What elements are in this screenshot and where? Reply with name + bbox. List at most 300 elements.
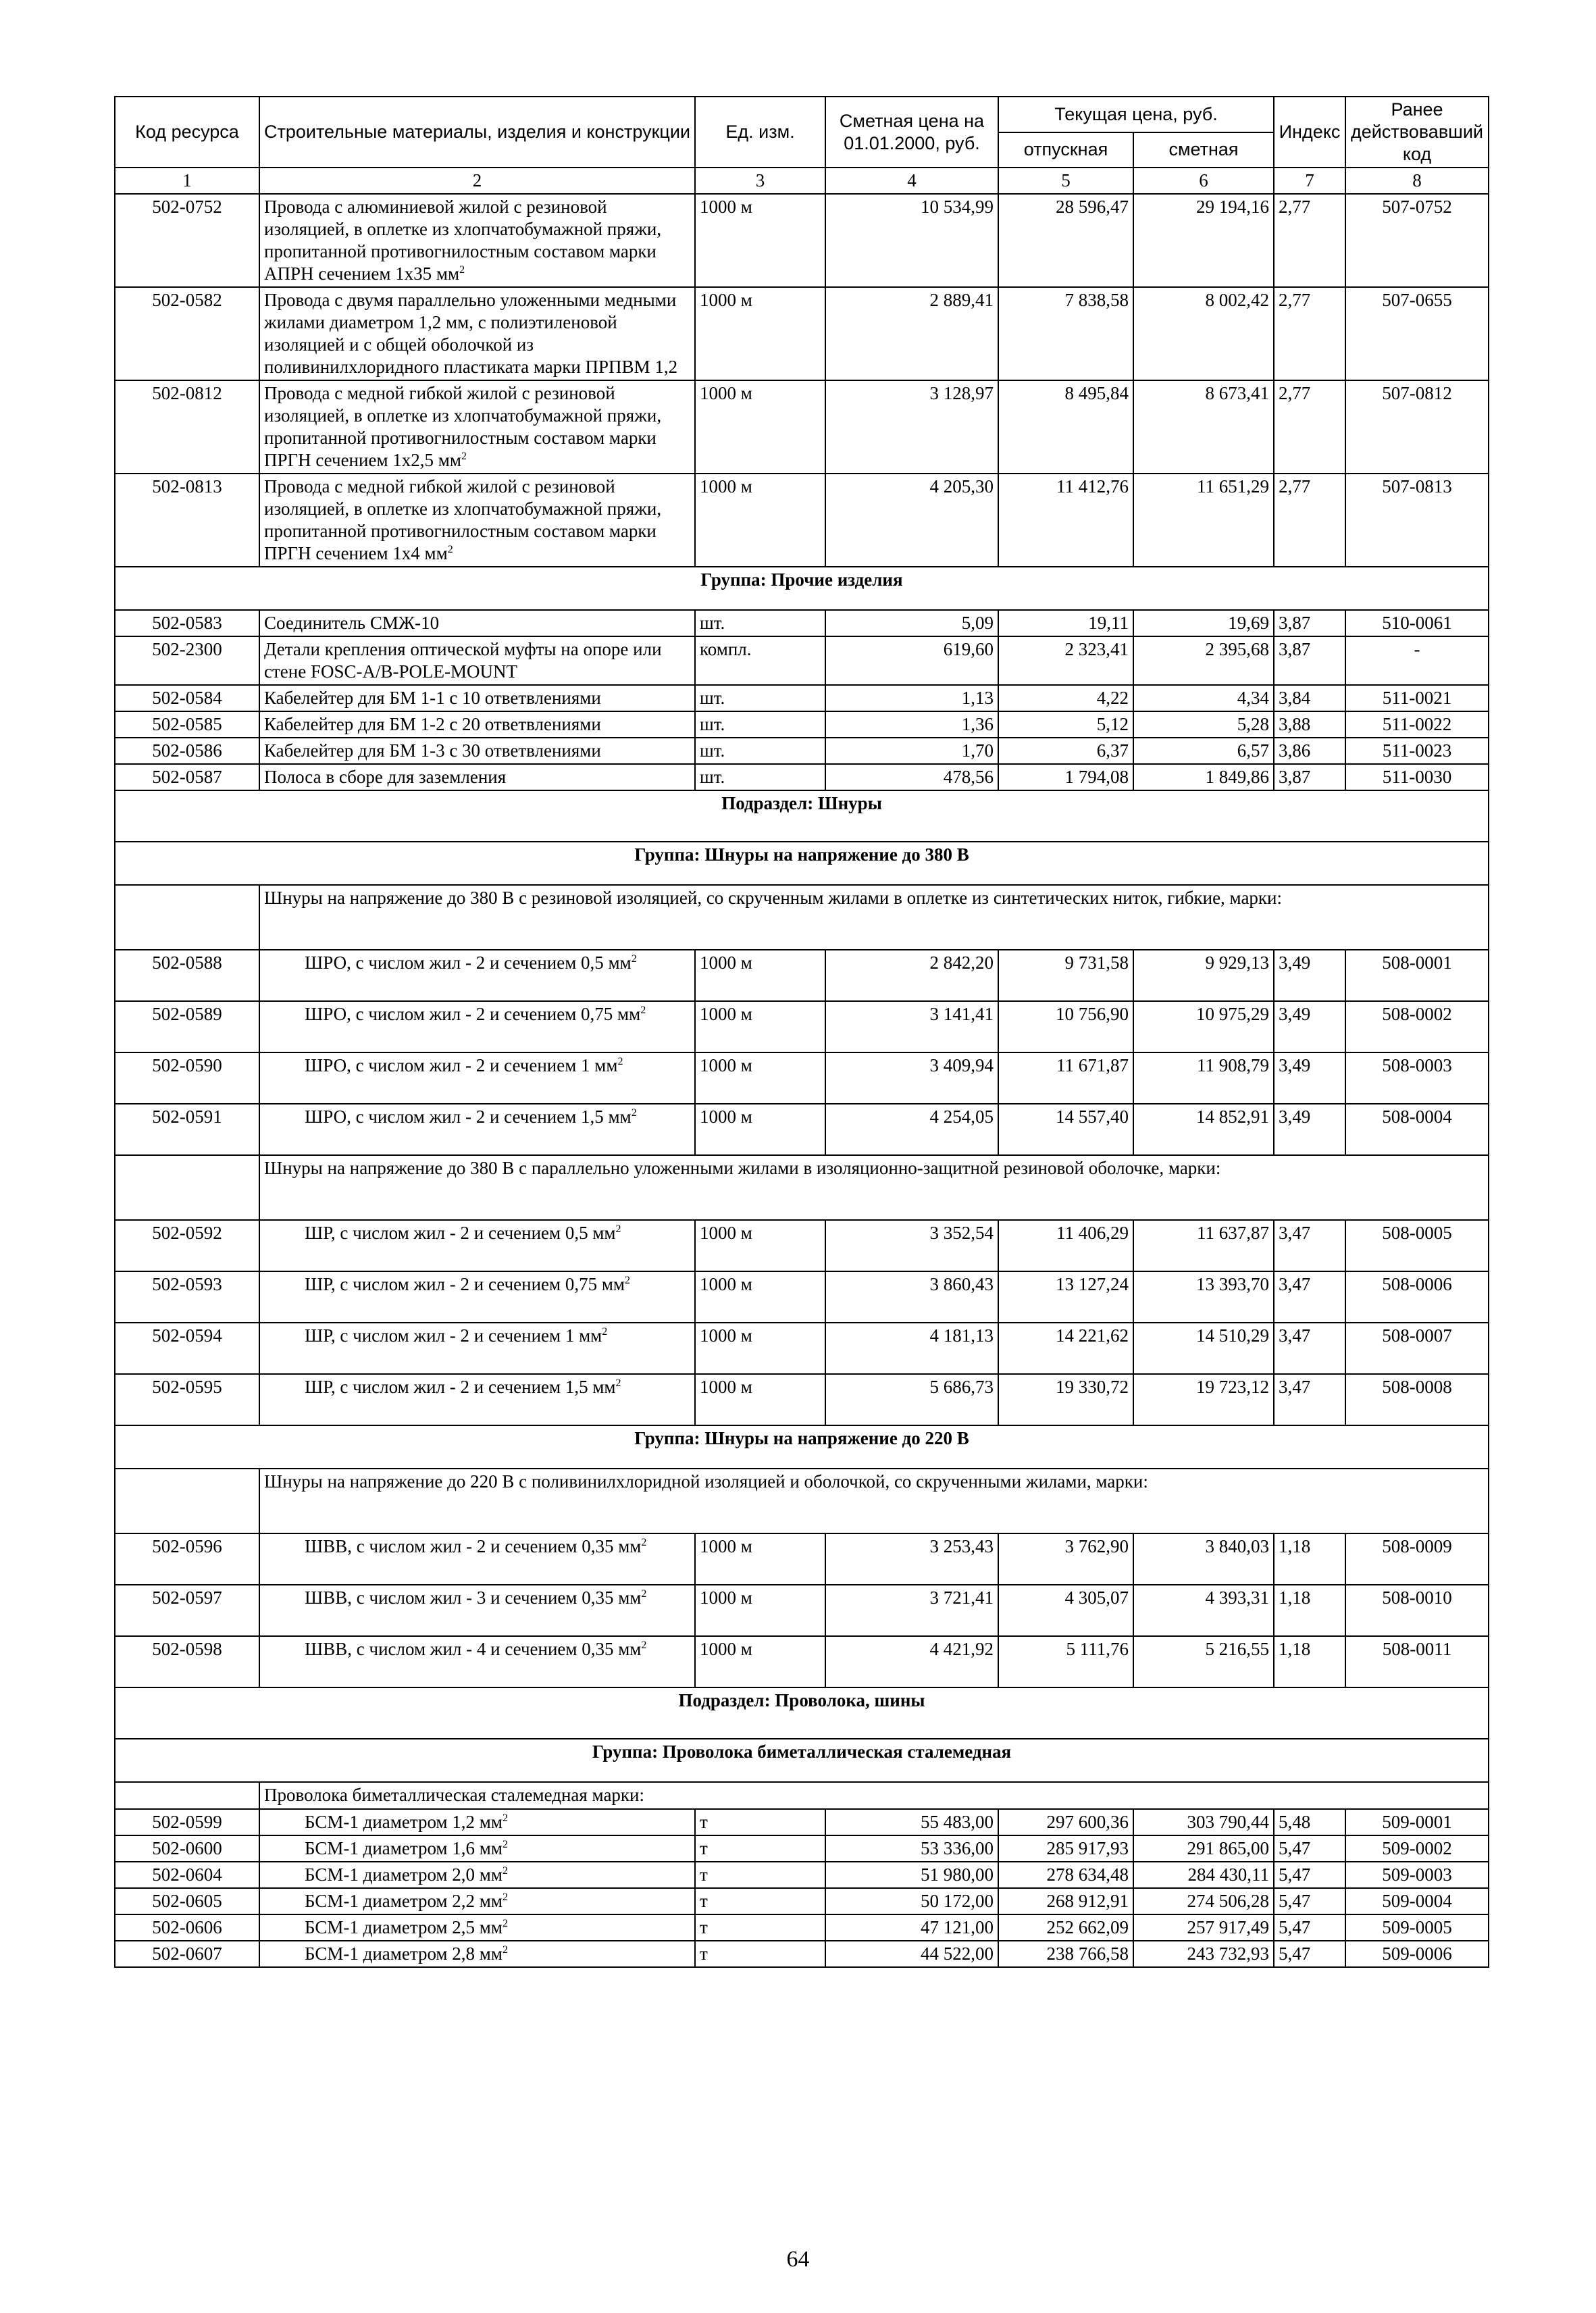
prev-code-cell: 508-0002 (1345, 1001, 1489, 1052)
release-price-cell: 268 912,91 (998, 1888, 1133, 1914)
material-name (259, 1220, 695, 1271)
header-code: Код ресурса (115, 97, 259, 168)
group-title: Группа: Прочие изделия (115, 567, 1489, 610)
material-name-text: ШР, с числом жил - 2 и сечением 1 мм (305, 1325, 602, 1346)
table-row (115, 474, 1489, 567)
table-row (115, 1271, 1489, 1323)
table-row (115, 380, 1489, 474)
release-price-cell: 14 557,40 (998, 1104, 1133, 1155)
unit-exponent: 2 (631, 953, 637, 965)
unit-exponent: 2 (502, 1944, 508, 1956)
resource-code: 502-0607 (115, 1941, 259, 1967)
material-name-text: Кабелейтер для БМ 1-2 с 20 ответвлениями (264, 714, 601, 734)
table-row (115, 1323, 1489, 1374)
prev-code-cell: 508-0008 (1345, 1374, 1489, 1425)
unit-cell: 1000 м (695, 1052, 825, 1104)
material-name (259, 610, 695, 636)
base-price-cell: 1,70 (825, 738, 998, 764)
index-cell: 2,77 (1274, 380, 1345, 474)
index-cell: 3,47 (1274, 1374, 1345, 1425)
material-name-text: Кабелейтер для БМ 1-1 с 10 ответвлениями (264, 688, 601, 708)
material-name-text: Провода с алюминиевой жилой с резиновой изоляцией, в оплетке из хлопчатобумажной пряжи, пропитанной противогнилостным составом марки АПРН сечением 1х35 мм (264, 197, 662, 284)
release-price-cell: 14 221,62 (998, 1323, 1133, 1374)
subsection-title-row (115, 790, 1489, 842)
base-price-cell: 3 409,94 (825, 1052, 998, 1104)
prev-code-cell: 510-0061 (1345, 610, 1489, 636)
index-cell: 3,49 (1274, 1052, 1345, 1104)
index-cell: 1,18 (1274, 1533, 1345, 1585)
prev-code-cell: 509-0005 (1345, 1914, 1489, 1941)
base-price-cell: 3 352,54 (825, 1220, 998, 1271)
page-number: 64 (786, 2247, 810, 2272)
material-name-text: ШР, с числом жил - 2 и сечением 0,75 мм (305, 1274, 625, 1294)
resource-code: 502-0752 (115, 194, 259, 287)
material-name-text: ШР, с числом жил - 2 и сечением 0,5 мм (305, 1223, 616, 1243)
header-index: Индекс (1274, 97, 1345, 168)
intro-spacer (115, 1469, 259, 1533)
estimate-price-cell: 3 840,03 (1133, 1533, 1274, 1585)
release-price-cell: 1 794,08 (998, 764, 1133, 790)
unit-cell: 1000 м (695, 1374, 825, 1425)
prev-code-cell: 507-0813 (1345, 474, 1489, 567)
column-number-row (115, 168, 1489, 194)
estimate-price-cell: 9 929,13 (1133, 950, 1274, 1001)
material-name-text: Соединитель СМЖ-10 (264, 613, 440, 633)
index-cell: 1,18 (1274, 1585, 1345, 1636)
prev-code-cell: 511-0021 (1345, 685, 1489, 711)
material-name-text: ШВВ, с числом жил - 2 и сечением 0,35 мм (305, 1536, 642, 1556)
table-row (115, 1941, 1489, 1967)
release-price-cell: 4,22 (998, 685, 1133, 711)
base-price-cell: 4 205,30 (825, 474, 998, 567)
resource-code: 502-0586 (115, 738, 259, 764)
material-name-text: ШРО, с числом жил - 2 и сечением 1,5 мм (305, 1107, 632, 1127)
prev-code-cell: 511-0030 (1345, 764, 1489, 790)
prev-code-cell: 507-0812 (1345, 380, 1489, 474)
table-row (115, 1374, 1489, 1425)
index-cell: 5,47 (1274, 1914, 1345, 1941)
material-name (259, 380, 695, 474)
base-price-cell: 44 522,00 (825, 1941, 998, 1967)
table-row (115, 1001, 1489, 1052)
resource-code: 502-0598 (115, 1636, 259, 1687)
subsection-title: Подраздел: Шнуры (115, 790, 1489, 842)
resource-code: 502-0589 (115, 1001, 259, 1052)
prev-code-cell: 509-0001 (1345, 1809, 1489, 1835)
index-cell: 2,77 (1274, 474, 1345, 567)
index-cell: 3,47 (1274, 1271, 1345, 1323)
unit-exponent: 2 (615, 1377, 621, 1389)
estimate-price-cell: 5,28 (1133, 711, 1274, 738)
base-price-cell: 1,13 (825, 685, 998, 711)
base-price-cell: 3 253,43 (825, 1533, 998, 1585)
unit-cell: 1000 м (695, 474, 825, 567)
estimate-price-cell: 11 908,79 (1133, 1052, 1274, 1104)
release-price-cell: 11 406,29 (998, 1220, 1133, 1271)
group-title: Группа: Проволока биметаллическая сталемедная (115, 1739, 1489, 1782)
release-price-cell: 278 634,48 (998, 1862, 1133, 1888)
material-name (259, 1001, 695, 1052)
resource-code: 502-0600 (115, 1835, 259, 1862)
estimate-price-cell: 4,34 (1133, 685, 1274, 711)
prev-code-cell: 508-0007 (1345, 1323, 1489, 1374)
table-row (115, 610, 1489, 636)
unit-cell: 1000 м (695, 194, 825, 287)
header-name: Строительные материалы, изделия и конструкции (259, 97, 695, 168)
estimate-price-cell: 2 395,68 (1133, 636, 1274, 685)
intro-spacer (115, 1782, 259, 1809)
material-name (259, 738, 695, 764)
material-name-text: БСМ-1 диаметром 2,8 мм (305, 1943, 503, 1964)
group-title-row (115, 842, 1489, 885)
release-price-cell: 297 600,36 (998, 1809, 1133, 1835)
resource-code: 502-0596 (115, 1533, 259, 1585)
prev-code-cell: 509-0004 (1345, 1888, 1489, 1914)
resource-code: 502-0604 (115, 1862, 259, 1888)
material-name (259, 1888, 695, 1914)
index-cell: 3,87 (1274, 610, 1345, 636)
unit-exponent: 2 (459, 264, 465, 276)
base-price-cell: 4 254,05 (825, 1104, 998, 1155)
release-price-cell: 13 127,24 (998, 1271, 1133, 1323)
index-cell: 3,87 (1274, 636, 1345, 685)
resource-code: 502-0587 (115, 764, 259, 790)
resource-code: 502-0593 (115, 1271, 259, 1323)
unit-cell: 1000 м (695, 950, 825, 1001)
material-name (259, 1809, 695, 1835)
intro-text: Шнуры на напряжение до 220 В с поливинилхлоридной изоляцией и оболочкой, со скрученными жилами, марки: (259, 1469, 1489, 1533)
unit-cell: т (695, 1835, 825, 1862)
unit-cell: компл. (695, 636, 825, 685)
unit-exponent: 2 (502, 1918, 508, 1929)
material-name-text: ШВВ, с числом жил - 3 и сечением 0,35 мм (305, 1587, 642, 1608)
material-name-text: Кабелейтер для БМ 1-3 с 30 ответвлениями (264, 740, 601, 761)
estimate-price-cell: 14 510,29 (1133, 1323, 1274, 1374)
base-price-cell: 1,36 (825, 711, 998, 738)
header-base-price: Сметная цена на 01.01.2000, руб. (825, 97, 998, 168)
material-name-text: БСМ-1 диаметром 1,6 мм (305, 1838, 503, 1858)
prev-code-cell: 508-0004 (1345, 1104, 1489, 1155)
prev-code-cell: 508-0003 (1345, 1052, 1489, 1104)
index-cell: 3,87 (1274, 764, 1345, 790)
base-price-cell: 3 128,97 (825, 380, 998, 474)
unit-cell: т (695, 1914, 825, 1941)
material-name (259, 711, 695, 738)
material-name (259, 636, 695, 685)
unit-cell: 1000 м (695, 1533, 825, 1585)
base-price-cell: 5,09 (825, 610, 998, 636)
resource-code: 502-0585 (115, 711, 259, 738)
index-cell: 3,49 (1274, 1104, 1345, 1155)
release-price-cell: 19,11 (998, 610, 1133, 636)
prev-code-cell: 508-0009 (1345, 1533, 1489, 1585)
table-row (115, 950, 1489, 1001)
table-row (115, 764, 1489, 790)
table-row (115, 1809, 1489, 1835)
estimate-price-cell: 29 194,16 (1133, 194, 1274, 287)
table-row (115, 1052, 1489, 1104)
resource-code: 502-0584 (115, 685, 259, 711)
resource-code: 502-0583 (115, 610, 259, 636)
group-title-row (115, 1739, 1489, 1782)
material-name-text: Детали крепления оптической муфты на опоре или стене FOSC-A/B-POLE-MOUNT (264, 639, 662, 682)
header-release: отпускная (998, 132, 1133, 168)
base-price-cell: 4 421,92 (825, 1636, 998, 1687)
intro-spacer (115, 885, 259, 950)
release-price-cell: 10 756,90 (998, 1001, 1133, 1052)
intro-text: Шнуры на напряжение до 380 В с резиновой изоляцией, со скрученным жилами в оплетке из синтетических ниток, гибкие, марки: (259, 885, 1489, 950)
table-row (115, 1585, 1489, 1636)
release-price-cell: 5,12 (998, 711, 1133, 738)
material-name (259, 1374, 695, 1425)
material-name (259, 1636, 695, 1687)
estimate-price-cell: 14 852,91 (1133, 1104, 1274, 1155)
material-name (259, 1323, 695, 1374)
resource-code: 502-0812 (115, 380, 259, 474)
col-number: 1 (115, 168, 259, 194)
release-price-cell: 3 762,90 (998, 1533, 1133, 1585)
base-price-cell: 47 121,00 (825, 1914, 998, 1941)
prev-code-cell: 508-0010 (1345, 1585, 1489, 1636)
resource-code: 502-0597 (115, 1585, 259, 1636)
unit-exponent: 2 (502, 1891, 508, 1903)
resource-code: 502-0599 (115, 1809, 259, 1835)
estimate-price-cell: 243 732,93 (1133, 1941, 1274, 1967)
material-name (259, 474, 695, 567)
material-name (259, 1862, 695, 1888)
material-name (259, 1533, 695, 1585)
group-title: Группа: Шнуры на напряжение до 220 В (115, 1425, 1489, 1469)
unit-exponent: 2 (447, 544, 453, 555)
table-row (115, 287, 1489, 380)
index-cell: 3,47 (1274, 1323, 1345, 1374)
resource-code: 502-0588 (115, 950, 259, 1001)
release-price-cell: 11 412,76 (998, 474, 1133, 567)
unit-cell: шт. (695, 711, 825, 738)
unit-exponent: 2 (502, 1865, 508, 1877)
index-cell: 2,77 (1274, 194, 1345, 287)
estimate-price-cell: 19 723,12 (1133, 1374, 1274, 1425)
base-price-cell: 51 980,00 (825, 1862, 998, 1888)
prev-code-cell: - (1345, 636, 1489, 685)
estimate-price-cell: 257 917,49 (1133, 1914, 1274, 1941)
table-row (115, 1636, 1489, 1687)
unit-cell: 1000 м (695, 380, 825, 474)
release-price-cell: 2 323,41 (998, 636, 1133, 685)
estimate-price-cell: 274 506,28 (1133, 1888, 1274, 1914)
unit-cell: т (695, 1862, 825, 1888)
unit-cell: 1000 м (695, 1220, 825, 1271)
estimate-price-cell: 8 673,41 (1133, 380, 1274, 474)
release-price-cell: 19 330,72 (998, 1374, 1133, 1425)
table-row (115, 1888, 1489, 1914)
release-price-cell: 9 731,58 (998, 950, 1133, 1001)
unit-exponent: 2 (617, 1056, 623, 1067)
material-name (259, 1835, 695, 1862)
base-price-cell: 50 172,00 (825, 1888, 998, 1914)
release-price-cell: 7 838,58 (998, 287, 1133, 380)
release-price-cell: 28 596,47 (998, 194, 1133, 287)
material-name-text: ШР, с числом жил - 2 и сечением 1,5 мм (305, 1377, 616, 1397)
base-price-cell: 3 141,41 (825, 1001, 998, 1052)
unit-cell: шт. (695, 764, 825, 790)
estimate-price-cell: 291 865,00 (1133, 1835, 1274, 1862)
resource-price-table (114, 96, 1489, 1968)
resource-code: 502-0813 (115, 474, 259, 567)
unit-exponent: 2 (602, 1326, 608, 1338)
release-price-cell: 11 671,87 (998, 1052, 1133, 1104)
material-name-text: ШРО, с числом жил - 2 и сечением 0,75 мм (305, 1004, 641, 1024)
estimate-price-cell: 19,69 (1133, 610, 1274, 636)
material-name-text: ШВВ, с числом жил - 4 и сечением 0,35 мм (305, 1639, 642, 1659)
release-price-cell: 238 766,58 (998, 1941, 1133, 1967)
base-price-cell: 3 721,41 (825, 1585, 998, 1636)
release-price-cell: 6,37 (998, 738, 1133, 764)
index-cell: 5,47 (1274, 1862, 1345, 1888)
header-estimate: сметная (1133, 132, 1274, 168)
prev-code-cell: 508-0005 (1345, 1220, 1489, 1271)
prev-code-cell: 511-0023 (1345, 738, 1489, 764)
material-name-text: Провода с медной гибкой жилой с резиновой изоляцией, в оплетке из хлопчатобумажной пряжи, пропитанной противогнилостным составом марки ПРГН сечением 1х2,5 мм (264, 383, 662, 470)
material-name-text: Полоса в сборе для заземления (264, 767, 507, 787)
index-cell: 3,49 (1274, 950, 1345, 1001)
intro-row (115, 1155, 1489, 1220)
resource-code: 502-0591 (115, 1104, 259, 1155)
resource-code: 502-0592 (115, 1220, 259, 1271)
index-cell: 5,47 (1274, 1941, 1345, 1967)
material-name (259, 1585, 695, 1636)
subsection-title-row (115, 1687, 1489, 1739)
unit-cell: шт. (695, 610, 825, 636)
table-row (115, 1835, 1489, 1862)
index-cell: 3,86 (1274, 738, 1345, 764)
unit-cell: шт. (695, 738, 825, 764)
table-row (115, 636, 1489, 685)
col-number: 6 (1133, 168, 1274, 194)
col-number: 7 (1274, 168, 1345, 194)
unit-exponent: 2 (625, 1275, 631, 1286)
base-price-cell: 3 860,43 (825, 1271, 998, 1323)
intro-spacer (115, 1155, 259, 1220)
header-prev-code: Ранее действовавший код (1345, 97, 1489, 168)
table-row (115, 1533, 1489, 1585)
resource-code: 502-0606 (115, 1914, 259, 1941)
release-price-cell: 4 305,07 (998, 1585, 1133, 1636)
table-row (115, 1862, 1489, 1888)
release-price-cell: 285 917,93 (998, 1835, 1133, 1862)
table-row (115, 711, 1489, 738)
unit-cell: т (695, 1888, 825, 1914)
base-price-cell: 53 336,00 (825, 1835, 998, 1862)
prev-code-cell: 507-0655 (1345, 287, 1489, 380)
unit-exponent: 2 (641, 1588, 647, 1600)
index-cell: 2,77 (1274, 287, 1345, 380)
index-cell: 3,47 (1274, 1220, 1345, 1271)
estimate-price-cell: 6,57 (1133, 738, 1274, 764)
unit-cell: 1000 м (695, 1104, 825, 1155)
material-name-text: БСМ-1 диаметром 2,0 мм (305, 1864, 503, 1885)
col-number: 8 (1345, 168, 1489, 194)
table-row (115, 738, 1489, 764)
unit-exponent: 2 (631, 1107, 637, 1119)
base-price-cell: 478,56 (825, 764, 998, 790)
header-unit: Ед. изм. (695, 97, 825, 168)
col-number: 2 (259, 168, 695, 194)
material-name-text: БСМ-1 диаметром 2,5 мм (305, 1917, 503, 1937)
base-price-cell: 2 889,41 (825, 287, 998, 380)
prev-code-cell: 509-0006 (1345, 1941, 1489, 1967)
release-price-cell: 252 662,09 (998, 1914, 1133, 1941)
index-cell: 1,18 (1274, 1636, 1345, 1687)
estimate-price-cell: 5 216,55 (1133, 1636, 1274, 1687)
material-name (259, 950, 695, 1001)
prev-code-cell: 509-0002 (1345, 1835, 1489, 1862)
unit-exponent: 2 (502, 1812, 508, 1824)
prev-code-cell: 508-0001 (1345, 950, 1489, 1001)
unit-exponent: 2 (641, 1640, 647, 1651)
group-title: Группа: Шнуры на напряжение до 380 В (115, 842, 1489, 885)
material-name (259, 1941, 695, 1967)
subsection-title: Подраздел: Проволока, шины (115, 1687, 1489, 1739)
intro-row (115, 885, 1489, 950)
material-name-text: Провода с медной гибкой жилой с резиновой изоляцией, в оплетке из хлопчатобумажной пряжи, пропитанной противогнилостным составом марки ПРГН сечением 1х4 мм (264, 476, 662, 563)
estimate-price-cell: 1 849,86 (1133, 764, 1274, 790)
intro-text: Шнуры на напряжение до 380 В с параллельно уложенными жилами в изоляционно-защитной резиновой оболочке, марки: (259, 1155, 1489, 1220)
material-name (259, 1914, 695, 1941)
material-name (259, 1052, 695, 1104)
col-number: 4 (825, 168, 998, 194)
material-name-text: ШРО, с числом жил - 2 и сечением 1 мм (305, 1055, 618, 1075)
unit-cell: 1000 м (695, 287, 825, 380)
unit-cell: 1000 м (695, 1585, 825, 1636)
prev-code-cell: 511-0022 (1345, 711, 1489, 738)
estimate-price-cell: 13 393,70 (1133, 1271, 1274, 1323)
material-name-text: ШРО, с числом жил - 2 и сечением 0,5 мм (305, 952, 632, 973)
header-row (115, 97, 1489, 132)
col-number: 3 (695, 168, 825, 194)
estimate-price-cell: 303 790,44 (1133, 1809, 1274, 1835)
unit-exponent: 2 (615, 1223, 621, 1235)
base-price-cell: 2 842,20 (825, 950, 998, 1001)
table-row (115, 1220, 1489, 1271)
base-price-cell: 55 483,00 (825, 1809, 998, 1835)
base-price-cell: 5 686,73 (825, 1374, 998, 1425)
col-number: 5 (998, 168, 1133, 194)
intro-row (115, 1782, 1489, 1809)
prev-code-cell: 507-0752 (1345, 194, 1489, 287)
table-row (115, 1914, 1489, 1941)
material-name (259, 194, 695, 287)
material-name (259, 685, 695, 711)
estimate-price-cell: 11 651,29 (1133, 474, 1274, 567)
index-cell: 5,47 (1274, 1835, 1345, 1862)
material-name-text: БСМ-1 диаметром 2,2 мм (305, 1891, 503, 1911)
estimate-price-cell: 11 637,87 (1133, 1220, 1274, 1271)
release-price-cell: 8 495,84 (998, 380, 1133, 474)
material-name (259, 287, 695, 380)
index-cell: 3,88 (1274, 711, 1345, 738)
unit-cell: 1000 м (695, 1001, 825, 1052)
intro-row (115, 1469, 1489, 1533)
group-title-row (115, 1425, 1489, 1469)
release-price-cell: 5 111,76 (998, 1636, 1133, 1687)
material-name (259, 764, 695, 790)
unit-exponent: 2 (502, 1839, 508, 1850)
intro-text: Проволока биметаллическая сталемедная марки: (259, 1782, 1489, 1809)
prev-code-cell: 508-0006 (1345, 1271, 1489, 1323)
index-cell: 3,84 (1274, 685, 1345, 711)
index-cell: 5,47 (1274, 1888, 1345, 1914)
